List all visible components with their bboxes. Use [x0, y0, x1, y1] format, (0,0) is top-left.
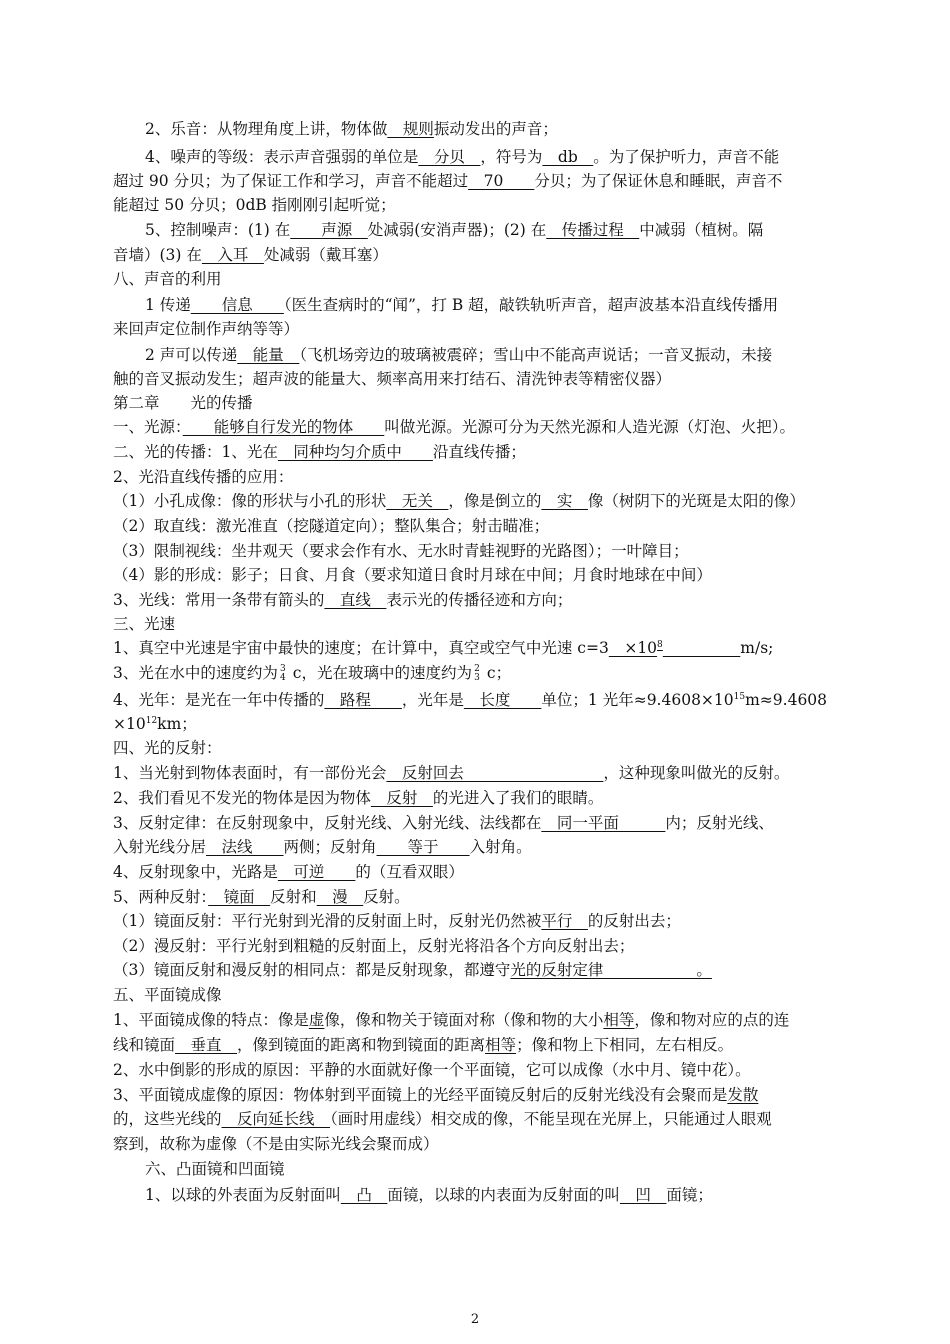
line-plane-mirror-1: 1、平面镜成像的特点：像是虚像，像和物关于镜面对称（像和物的大小相等，像和物对应的点的连 [113, 1011, 790, 1029]
line-info: 1 传递 信息 （医生查病时的“闻”，打 B 超，敲铁轨听声音，超声波基本沿直线传播用 [145, 296, 779, 314]
line-application: 2、光沿直线传播的应用： [113, 468, 294, 486]
line-info-2: 来回声定位制作声纳等等） [113, 320, 300, 338]
line-view: （3）限制视线：坐井观天（要求会作有水、无水时青蛙视野的光路图）；一叶障目； [113, 542, 689, 560]
line-virtual-image-2: 的，这些光线的 反向延长线 （画时用虚线）相交成的像，不能呈现在光屏上，只能通过人眼观 [113, 1110, 772, 1128]
line-common-points: （3）镜面反射和漫反射的相同点：都是反射现象，都遵守光的反射定律 。 [113, 961, 712, 979]
line-energy-2: 触的音叉振动发生；超声波的能量大、频率高用来打结石、清洗钟表等精密仪器） [113, 370, 672, 388]
line-propagation: 二、光的传播：1、光在 同种均匀介质中 沿直线传播； [113, 443, 526, 461]
heading-sound-use: 八、声音的利用 [113, 270, 222, 288]
heading-convex-concave: 六、凸面镜和凹面镜 [145, 1160, 285, 1178]
line-energy: 2 声可以传递 能量 （飞机场旁边的玻璃被震碎；雪山中不能高声说话；一音叉振动，未接 [145, 346, 773, 364]
heading-reflection: 四、光的反射： [113, 739, 222, 757]
line-music: 2、乐音：从物理角度上讲，物体做 规则振动发出的声音； [145, 120, 558, 138]
heading-chapter-2: 第二章 光的传播 [113, 394, 253, 412]
line-water-reflection: 2、水中倒影的形成的原因：平静的水面就好像一个平面镜，它可以成像（水中月、镜中花）。 [113, 1061, 751, 1079]
line-reflection-law-2: 入射光线分居 法线 两侧；反射角 等于 入射角。 [113, 838, 532, 856]
line-straight: （2）取直线：激光准直（挖隧道定向）；整队集合；射击瞄准； [113, 517, 550, 535]
line-convex-concave: 1、以球的外表面为反射面叫 凸 面镜，以球的内表面为反射面的叫 凹 面镜； [145, 1186, 713, 1204]
line-reflection-law: 3、反射定律：在反射现象中，反射光线、入射光线、法线都在 同一平面 内；反射光线、 [113, 814, 774, 832]
line-noise-level-3: 能超过 50 分贝；0dB 指刚刚引起听觉； [113, 196, 396, 214]
line-light-source: 一、光源： 能够自行发光的物体 叫做光源。光源可分为天然光源和人造光源（灯泡、火把）。 [113, 418, 796, 436]
line-ray: 3、光线：常用一条带有箭头的 直线 表示光的传播径迹和方向； [113, 591, 573, 609]
line-noise-control-2: 音墙）(3) 在 入耳 处减弱（戴耳塞） [113, 246, 388, 264]
line-reflection-2: 2、我们看见不发光的物体是因为物体 反射 的光进入了我们的眼睛。 [113, 789, 604, 807]
line-plane-mirror-1b: 线和镜面 垂直 ，像到镜面的距离和物到镜面的距离相等；像和物上下相同，左右相反。 [113, 1036, 734, 1054]
line-shadow: （4）影的形成：影子；日食、月食（要求知道日食时月球在中间；月食时地球在中间） [113, 566, 712, 584]
line-virtual-image-3: 察到，故称为虚像（不是由实际光线会聚而成） [113, 1135, 439, 1153]
line-vacuum-speed: 1、真空中光速是宇宙中最快的速度；在计算中，真空或空气中光速 c=3 $\times 10^8$ m/s; [113, 639, 774, 657]
line-virtual-image: 3、平面镜成虚像的原因：物体射到平面镜上的光经平面镜反射后的反射光线没有会聚而是发散 [113, 1086, 759, 1104]
line-mirror-reflection: （1）镜面反射：平行光射到光滑的反射面上时，反射光仍然被平行 的反射出去； [113, 912, 681, 930]
line-noise-level-2: 超过 90 分贝；为了保证工作和学习，声音不能超过 70 分贝；为了保证休息和睡眠，声音不 [113, 172, 783, 190]
line-noise-level: 4、噪声的等级：表示声音强弱的单位是 分贝 ，符号为 db 。为了保护听力，声音不能 [145, 148, 780, 166]
heading-light-speed: 三、光速 [113, 615, 176, 633]
line-reflection-1: 1、当光射到物体表面时，有一部份光会 反射回去 ，这种现象叫做光的反射。 [113, 764, 790, 782]
line-reversible: 4、反射现象中，光路是 可逆 的（互看双眼） [113, 863, 464, 881]
line-pinhole: （1）小孔成像：像的形状与小孔的形状 无关 ，像是倒立的 实 像（树阴下的光斑是太阳的像） [113, 492, 805, 510]
line-light-year: 4、光年：是光在一年中传播的 路程 ，光年是 长度 单位；1 光年$\approx 9.4608\times 10^{15}m\approx 9.4608$ [113, 691, 828, 709]
line-two-reflections: 5、两种反射： 镜面 反射和 漫 反射。 [113, 888, 410, 906]
line-light-year-2: $\times 10^{12}km$； [113, 715, 197, 733]
page-number: 2 [470, 1312, 480, 1327]
heading-plane-mirror: 五、平面镜成像 [113, 986, 222, 1004]
line-water-glass-speed: 3、光在水中的速度约为 3 4 c，光在玻璃中的速度约为 2 3 c； [113, 664, 512, 683]
line-diffuse-reflection: （2）漫反射：平行光射到粗糙的反射面上，反射光将沿各个方向反射出去； [113, 937, 635, 955]
line-noise-control: 5、控制噪声：(1) 在 声源 处减弱(安消声器)；(2) 在 传播过程 中减弱（植树。隔 [145, 221, 764, 239]
